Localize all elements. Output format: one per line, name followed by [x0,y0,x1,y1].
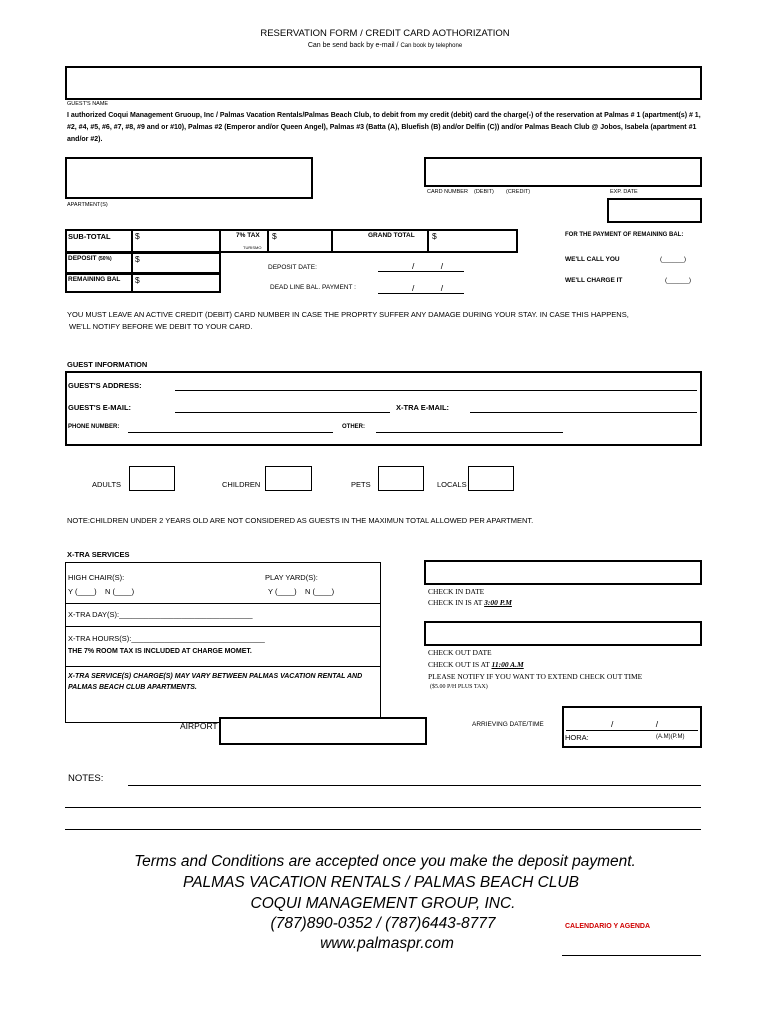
xtra-days-label: X-TRA DAY(S): [68,610,120,619]
checkout-time: 11:00 A.M [491,660,524,669]
checkin-time-text [428,598,512,607]
xtra-hours-blank: ________________________________ [131,634,265,643]
extras-divider-1 [65,603,381,604]
checkout-label: CHECK OUT DATE [428,648,492,657]
remaining-label: REMAINING BAL [68,276,121,283]
checkin-time-prefix: CHECK IN IS AT [428,598,485,607]
card-number-field[interactable] [424,157,702,187]
debit-label: (DEBIT) [474,189,494,195]
notes-line-2[interactable] [65,807,701,808]
terms-text: Terms and Conditions are accepted once you make the deposit payment. [134,853,636,870]
airport-label: AIRPORT [180,721,218,731]
checkout-date-field[interactable] [424,621,702,646]
tax-currency: $ [272,231,277,241]
damage-notice-line1: YOU MUST LEAVE AN ACTIVE CREDIT (DEBIT) CARD NUMBER IN CASE THE PROPRTY SUFFER ANY DAMAGE DURING YOUR STAY. IN CASE THIS HAPPENS, [67,310,629,319]
notes-line-3[interactable] [65,829,701,830]
play-yard-yes-no[interactable]: Y (____) N (____) [268,587,335,596]
damage-notice-line2: WE'LL NOTIFY BEFORE WE DEBIT TO YOUR CARD. [69,322,253,331]
form-subtitle [0,42,770,49]
credit-label: (CREDIT) [506,189,531,195]
deposit-currency: $ [135,254,140,264]
phone-line[interactable] [128,432,333,433]
deposit-label [68,255,112,262]
xtra-hours-label: X-TRA HOURS(S): [68,634,132,643]
pets-field[interactable] [378,466,424,491]
arriving-slashes: / / [611,719,659,729]
apartment-label: APARTMENT(S) [67,202,108,208]
company-name: PALMAS VACATION RENTALS / PALMAS BEACH CLUB [183,874,579,891]
subtotal-currency: $ [135,231,140,241]
checkin-time: 3:00 P.M [484,598,512,607]
grand-total-field[interactable] [427,229,518,253]
authorization-text: I authorized Coqui Management Gruoup, Inc / Palmas Vacation Rentals/Palmas Beach Club, to debit from my credit (debit) card the charge(-) of the reservation at Palmas # 1 (apartment(s) # 1, #2, #4, #5, #6, #7, #8, #9 and or #10), Palmas #2 (Emperor and/or Queen Angel), Palmas #3 (Batta (A), Bluefish (B) and/or Delfin (C)) and/or Palmas Beach Club @ Jobos, Isabela (apartment #1 and/or #2). [67,112,701,143]
xtra-email-line[interactable] [470,412,697,413]
form-title: RESERVATION FORM / CREDIT CARD AOTHORIZATION [260,28,510,39]
hora-label: HORA: [565,733,589,742]
other-line[interactable] [376,432,563,433]
locals-field[interactable] [468,466,514,491]
play-yard-label: PLAY YARD(S): [265,573,318,582]
guest-info-box [65,371,702,446]
guest-address-line[interactable] [175,390,697,391]
children-label: CHILDREN [222,480,261,489]
guest-email-line[interactable] [175,412,390,413]
subtotal-field[interactable] [131,229,221,253]
deposit-field[interactable] [131,252,221,274]
extras-divider-3 [65,666,381,667]
extend-note: PLEASE NOTIFY IF YOU WANT TO EXTEND CHECK OUT TIME [428,672,643,681]
arriving-date-line[interactable] [566,730,698,731]
charge-label: WE'LL CHARGE IT [565,277,623,284]
remaining-currency: $ [135,275,140,285]
other-label: OTHER: [342,424,365,430]
subtitle-telephone: Can book by telephone [400,43,463,49]
call-label: WE'LL CALL YOU [565,256,620,263]
checkin-date-field[interactable] [424,560,702,585]
apartment-field[interactable] [65,157,313,199]
guest-address-label: GUEST'S ADDRESS: [68,381,142,390]
website[interactable]: www.palmaspr.com [320,935,454,952]
management-name: COQUI MANAGEMENT GROUP, INC. [250,895,516,912]
notes-line-1[interactable] [128,785,701,786]
locals-label: LOCALS [437,480,467,489]
extend-price: ($5.00 P/H PLUS TAX) [430,684,488,690]
deadline-line[interactable] [378,293,464,294]
ampm-label[interactable]: (A.M)(P.M) [656,734,685,740]
guest-email-label: GUEST'S E-MAIL: [68,403,132,412]
notes-label: NOTES: [68,773,104,784]
phone-label: PHONE NUMBER: [68,424,120,430]
checkin-label: CHECK IN DATE [428,587,485,596]
charge-option[interactable]: (______) [665,277,692,284]
deposit-text: DEPOSIT [68,255,97,262]
children-field[interactable] [265,466,312,491]
phone-numbers: (787)890-0352 / (787)6443-8777 [270,915,496,932]
grand-total-label: GRAND TOTAL [368,232,415,239]
guest-info-title: GUEST INFORMATION [67,360,148,369]
children-note: NOTE:CHILDREN UNDER 2 YEARS OLD ARE NOT CONSIDERED AS GUESTS IN THE MAXIMUN TOTAL ALLOWED PER APARTMENT. [67,516,534,525]
deposit-date-slashes: / / [412,261,444,271]
remaining-payment-label: FOR THE PAYMENT OF REMAINING BAL: [565,232,684,238]
calendar-label[interactable]: CALENDARIO Y AGENDA [565,923,651,930]
checkout-time-prefix: CHECK OUT IS AT [428,660,492,669]
subtitle-email: Can be send back by e-mail / [307,42,401,49]
deposit-pct: (50%) [98,256,112,262]
tax-label: 7% TAX [236,232,260,239]
xtra-days-row[interactable] [68,610,253,619]
adults-label: ADULTS [92,480,122,489]
xtra-days-blank: ________________________________ [119,610,253,619]
card-number-label: CARD NUMBER [427,189,468,195]
pets-label: PETS [351,480,371,489]
deposit-date-line[interactable] [378,271,464,272]
charges-vary-note: X-TRA SERVICE(S) CHARGE(S) MAY VARY BETWEEN PALMAS VACATION RENTAL AND PALMAS BEACH CLUB APARTMENTS. [68,673,363,691]
checkout-time-text [428,660,524,669]
guest-name-field[interactable] [65,66,702,100]
calendar-line[interactable] [562,955,701,956]
deadline-label: DEAD LINE BAL. PAYMENT : [270,284,356,291]
deadline-slashes: / / [412,283,444,293]
exp-date-label: EXP. DATE [610,189,638,195]
extras-divider-2 [65,626,381,627]
grand-total-currency: $ [432,231,437,241]
tax-included-note: THE 7% ROOM TAX IS INCLUDED AT CHARGE MOMET. [68,648,252,655]
high-chair-label: HIGH CHAIR(S): [68,573,125,582]
arriving-label: ARRIEVING DATE/TIME [472,721,544,728]
turismo-label: TURISMO [243,245,262,250]
guest-name-label: GUEST'S NAME [67,101,109,107]
subtotal-label: SUB-TOTAL [68,232,111,241]
extras-title: X-TRA SERVICES [67,550,130,559]
xtra-email-label: X-TRA E-MAIL: [396,403,450,412]
high-chair-yes-no[interactable]: Y (____) N (____) [68,587,135,596]
airport-field[interactable] [219,717,427,745]
adults-field[interactable] [129,466,175,491]
xtra-hours-row[interactable] [68,634,265,643]
exp-date-field[interactable] [607,198,702,223]
deposit-date-label: DEPOSIT DATE: [268,264,317,271]
call-option[interactable]: (______) [660,256,687,263]
remaining-field[interactable] [131,273,221,293]
